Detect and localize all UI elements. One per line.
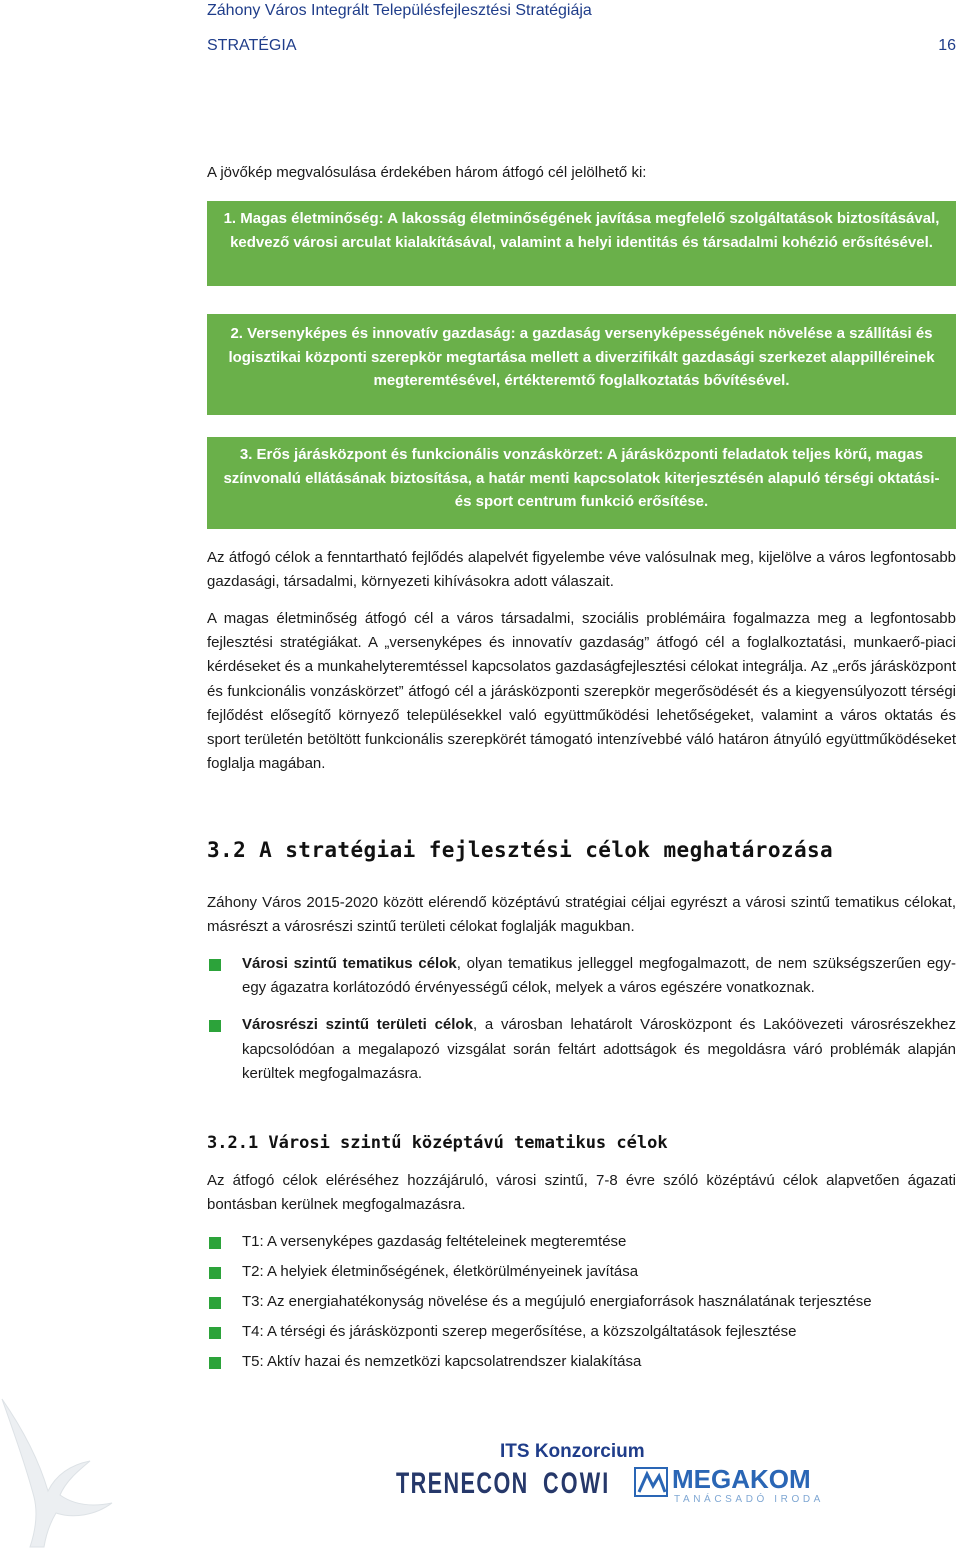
albatross-bird-icon: [0, 1395, 120, 1548]
megakom-logo: MEGAKOM: [672, 1464, 811, 1494]
list-item-text: T3: Az energiahatékonyság növelése és a megújuló energiaforrások használatának terjesztése: [242, 1293, 872, 1310]
megakom-logo-subtitle: TANÁCSADÓ IRODA: [674, 1494, 824, 1505]
list-item: [207, 1013, 956, 1086]
thematic-goal-list: [207, 1230, 956, 1380]
green-square-bullet-icon: [209, 1267, 221, 1279]
intro-text: A jövőkép megvalósulása érdekében három átfogó cél jelölhető ki:: [207, 164, 647, 181]
paragraph-strategic-goals: Záhony Város 2015-2020 között elérendő középtávú stratégiai céljai egyrészt a városi szintű tematikus célokat, másrészt a városrészi szintű területi célokat foglalják magukban.: [207, 894, 956, 936]
list-item-text: , a városban lehatárolt Városközpont és Lakóövezeti városrészekhez kapcsolódóan a megalapozó vizsgálat során feltárt adottságok és megoldásra váró problémák alapján kerültek megfogalmazásra.: [242, 1016, 957, 1082]
list-item-text: , olyan tematikus jelleggel megfogalmazott, de nem szükségszerűen egy-egy ágazatra korlátozódó érvényességű célok, melyek a város egészére vonatkoznak.: [242, 955, 957, 997]
section-label: STRATÉGIA: [207, 37, 297, 54]
green-square-bullet-icon: [209, 1237, 221, 1249]
green-square-bullet-icon: [209, 1297, 221, 1309]
document-title: Záhony Város Integrált Településfejlesztési Stratégiája: [207, 2, 592, 19]
list-item: [207, 952, 956, 1000]
list-item: [207, 1230, 956, 1254]
list-item-text: T5: Aktív hazai és nemzetközi kapcsolatrendszer kialakítása: [242, 1353, 642, 1370]
paragraph-goal-explanation: A magas életminőség átfogó cél a város társadalmi, szociális problémáira fogalmazza meg a legfontosabb fejlesztési stratégiákat. A „versenyképes és innovatív gazdaság” átfogó cél a foglalkoztatási, munkaerő-piaci kérdéseket és a munkahelyteremtéssel kapcsolatos gazdaságfejlesztési célokat integrálja. Az „erős járásközpont és funkcionális vonzáskörzet” átfogó cél a járásközponti szerepkör megerősödését és a kiegyensúlyozott térségi fejlődést elősegítő környező településekkel való együttműködési lehetőségeket, valamint a város oktatás és sport területén betöltött funkcionális szerepkörét támogató intenzívebbé váló határon átnyúló együttműködéseket foglalja magában.: [207, 610, 956, 773]
list-item: [207, 1260, 956, 1284]
list-item-text: T4: A térségi és járásközponti szerep megerősítése, a közszolgáltatások fejlesztése: [242, 1323, 797, 1340]
paragraph-sustainability: Az átfogó célok a fenntartható fejlődés alapelvét figyelembe véve valósulnak meg, kijelölve a város legfontosabb gazdasági, társadalmi, környezeti kihívásokra adott válaszait.: [207, 549, 956, 591]
footer-consortium-label: ITS Konzorcium: [500, 1441, 645, 1462]
list-item-term: Városrészi szintű területi célok: [242, 1016, 473, 1034]
list-item: [207, 1290, 956, 1314]
green-square-bullet-icon: [209, 1327, 221, 1339]
goal-box-2: 2. Versenyképes és innovatív gazdaság: a gazdaság versenyképességének növelése a szállítási és logisztikai központi szerepkör megtartása mellett a diverzifikált gazdasági szerkezet alappilléreinek megteremtésével, értékteremtő foglalkoztatás bővítésével.: [207, 314, 956, 415]
goal-box-1: 1. Magas életminőség: A lakosság életminőségének javítása megfelelő szolgáltatások biztosításával, kedvező városi arculat kialakításával, valamint a helyi identitás és társadalmi kohézió erősítésével.: [207, 201, 956, 286]
page-number: 16: [938, 37, 956, 54]
list-item-text: T2: A helyiek életminőségének, életkörülményeinek javítása: [242, 1263, 639, 1280]
green-square-bullet-icon: [209, 959, 221, 971]
list-item-text: T1: A versenyképes gazdaság feltételeinek megteremtése: [242, 1233, 627, 1250]
target-type-list: [207, 952, 956, 1099]
green-square-bullet-icon: [209, 1020, 221, 1032]
megakom-logo-icon: [633, 1464, 669, 1500]
section-heading-3-2-1: 3.2.1 Városi szintű középtávú tematikus célok: [207, 1133, 668, 1153]
cowi-logo: COWI: [543, 1467, 611, 1500]
paragraph-midterm-goals: Az átfogó célok eléréséhez hozzájáruló, városi szintű, 7-8 évre szóló középtávú célok alapvetően ágazati bontásban kerülnek megfogalmazásra.: [207, 1172, 956, 1214]
section-heading-3-2: 3.2 A stratégiai fejlesztési célok meghatározása: [207, 838, 834, 862]
trenecon-logo: TRENECON: [396, 1467, 529, 1500]
list-item: [207, 1350, 956, 1374]
list-item-term: Városi szintű tematikus célok: [242, 955, 457, 972]
goal-box-3: 3. Erős járásközpont és funkcionális vonzáskörzet: A járásközponti feladatok teljes körű, magas színvonalú ellátásának biztosítása, a határ menti kapcsolatok kiterjesztésén alapuló térségi oktatási- és sport centrum funkció erősítése.: [207, 437, 956, 529]
green-square-bullet-icon: [209, 1357, 221, 1369]
list-item: [207, 1320, 956, 1344]
